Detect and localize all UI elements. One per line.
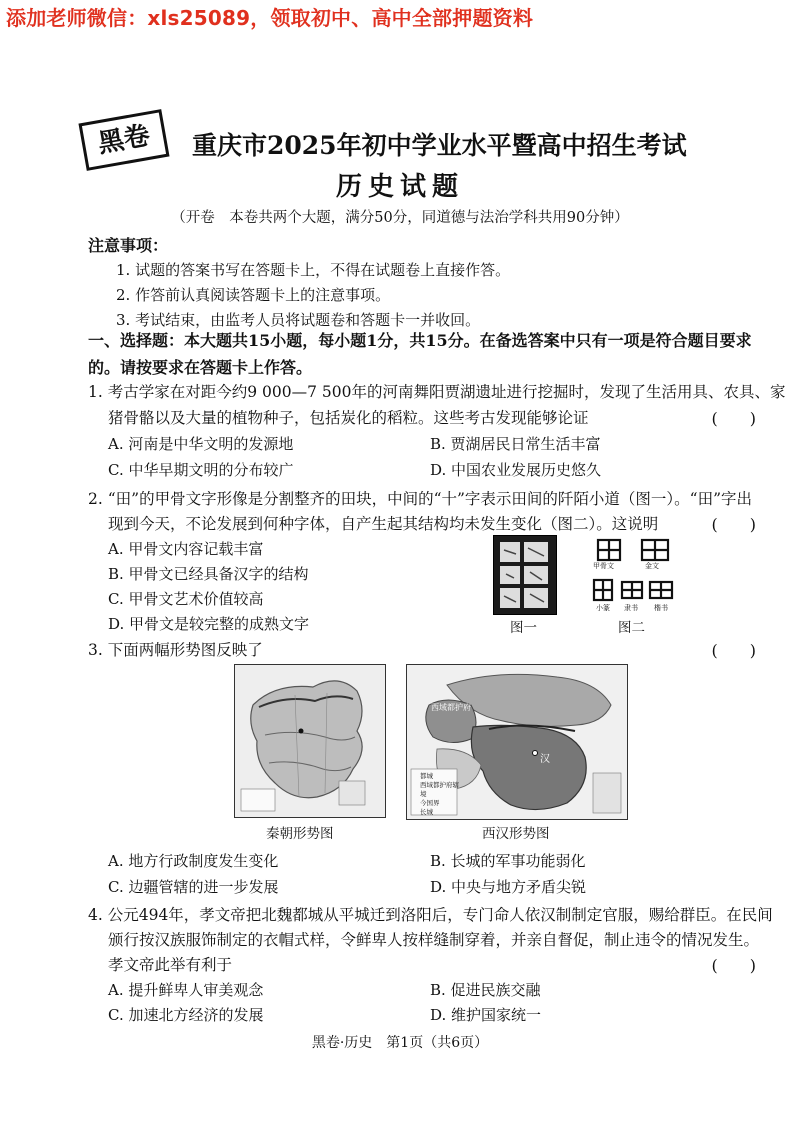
oracle-bone-field-image xyxy=(494,536,556,614)
legend-protectorate: 西域都护府辖境 xyxy=(420,781,459,798)
q3-option-d: D. 中央与地方矛盾尖锐 xyxy=(430,878,587,896)
q3-stem-line1: 3. 下面两幅形势图反映了 xyxy=(88,641,263,659)
exam-subtitle: 历史试题 xyxy=(335,172,464,202)
q2-option-a: A. 甲骨文内容记载丰富 xyxy=(108,540,264,558)
black-paper-stamp: 黑卷 xyxy=(78,109,169,171)
q4-option-d: D. 维护国家统一 xyxy=(430,1006,542,1024)
exam-title: 重庆市2025年初中学业水平暨高中招生考试 xyxy=(192,131,687,160)
q3-option-c: C. 边疆管辖的进一步发展 xyxy=(108,878,279,896)
map-legend xyxy=(420,772,464,817)
q3-option-a: A. 地方行政制度发生变化 xyxy=(108,852,279,870)
note-item: 3. 考试结束，由监考人员将试题卷和答题卡一并收回。 xyxy=(116,311,481,329)
q4-option-c: C. 加速北方经济的发展 xyxy=(108,1006,264,1024)
section-heading: 一、选择题：本大题共15小题，每小题1分，共15分。在备选答案中只有一项是符合题目要求的。请按要求在答题卡上作答。 xyxy=(88,331,752,377)
q2-option-b: B. 甲骨文已经具备汉字的结构 xyxy=(108,565,309,583)
q2-option-c: C. 甲骨文艺术价值较高 xyxy=(108,590,264,608)
oracle-bone-rubbing-figure xyxy=(493,535,557,615)
note-item: 1. 试题的答案书写在答题卡上，不得在试题卷上直接作答。 xyxy=(116,261,511,279)
q1-option-a: A. 河南是中华文明的发源地 xyxy=(108,435,294,453)
q1-answer-paren: ( ) xyxy=(711,409,756,428)
q1-stem-line2: 猪骨骼以及大量的植物种子，包括炭化的稻粒。这些考古发现能够论证 xyxy=(108,409,589,427)
map-label-han: 汉 xyxy=(540,754,550,765)
legend-border: 今国界 xyxy=(420,799,440,807)
q4-option-a: A. 提升鲜卑人审美观念 xyxy=(108,981,264,999)
map-label-western-regions: 西域都护府 xyxy=(431,703,471,712)
q4-option-b: B. 促进民族交融 xyxy=(430,981,541,999)
label-small-seal-script: 小篆 xyxy=(596,604,610,612)
q2-stem-line1: 2. “田”的甲骨文字形像是分割整齐的田块，中间的“十”字表示田间的阡陌小道（图一）。“田”字出 xyxy=(88,490,753,508)
q2-option-d: D. 甲骨文是较完整的成熟文字 xyxy=(108,615,310,633)
exam-info: （开卷 本卷共两个大题，满分50分，同道德与法治学科共用90分钟） xyxy=(171,210,629,226)
qin-dynasty-map xyxy=(234,664,386,818)
q3-answer-paren: ( ) xyxy=(711,641,756,660)
note-item: 2. 作答前认真阅读答题卡上的注意事项。 xyxy=(116,286,391,304)
notes-title: 注意事项： xyxy=(88,236,169,255)
q1-option-c: C. 中华早期文明的分布较广 xyxy=(108,461,294,479)
label-regular-script: 楷书 xyxy=(654,604,668,612)
q4-stem-line3: 孝文帝此举有利于 xyxy=(108,956,233,974)
label-clerical-script: 隶书 xyxy=(624,604,638,612)
label-bronze-script: 金文 xyxy=(645,562,659,570)
fig2-caption: 图二 xyxy=(618,620,645,636)
q3-option-b: B. 长城的军事功能弱化 xyxy=(430,852,586,870)
q4-stem-line2: 颁行按汉族服饰制定的衣帽式样，令鲜卑人按样缝制穿着，并亲自督促，制止违令的情况发生。 xyxy=(108,931,760,949)
label-oracle-bone-script: 甲骨文 xyxy=(593,562,614,570)
q4-stem-line1: 4. 公元494年，孝文帝把北魏都城从平城迁到洛阳后，专门命人依汉制制定官服，赐给群臣。在民间 xyxy=(88,906,773,924)
q2-stem-line2: 现到今天，不论发展到何种字体，自产生起其结构均未发生变化（图二）。这说明 xyxy=(108,515,659,533)
q2-answer-paren: ( ) xyxy=(711,515,756,534)
watermark-banner: 添加老师微信：xls25089，领取初中、高中全部押题资料 xyxy=(6,6,534,30)
page-footer: 黑卷·历史 第1页（共6页） xyxy=(311,1035,489,1051)
legend-capital: 都城 xyxy=(420,772,433,780)
legend-great-wall: 长城 xyxy=(420,808,433,816)
qin-map-caption: 秦朝形势图 xyxy=(266,826,334,842)
q1-option-d: D. 中国农业发展历史悠久 xyxy=(430,461,602,479)
qin-map-image xyxy=(235,665,385,817)
fig1-caption: 图一 xyxy=(510,620,537,636)
q1-stem-line1: 1. 考古学家在对距今约9 000—7 500年的河南舞阳贾湖遗址进行挖掘时，发现了生活用具、农具、家 xyxy=(88,383,786,401)
han-map-caption: 西汉形势图 xyxy=(482,826,550,842)
q4-answer-paren: ( ) xyxy=(711,956,756,975)
q1-option-b: B. 贾湖居民日常生活丰富 xyxy=(430,435,601,453)
